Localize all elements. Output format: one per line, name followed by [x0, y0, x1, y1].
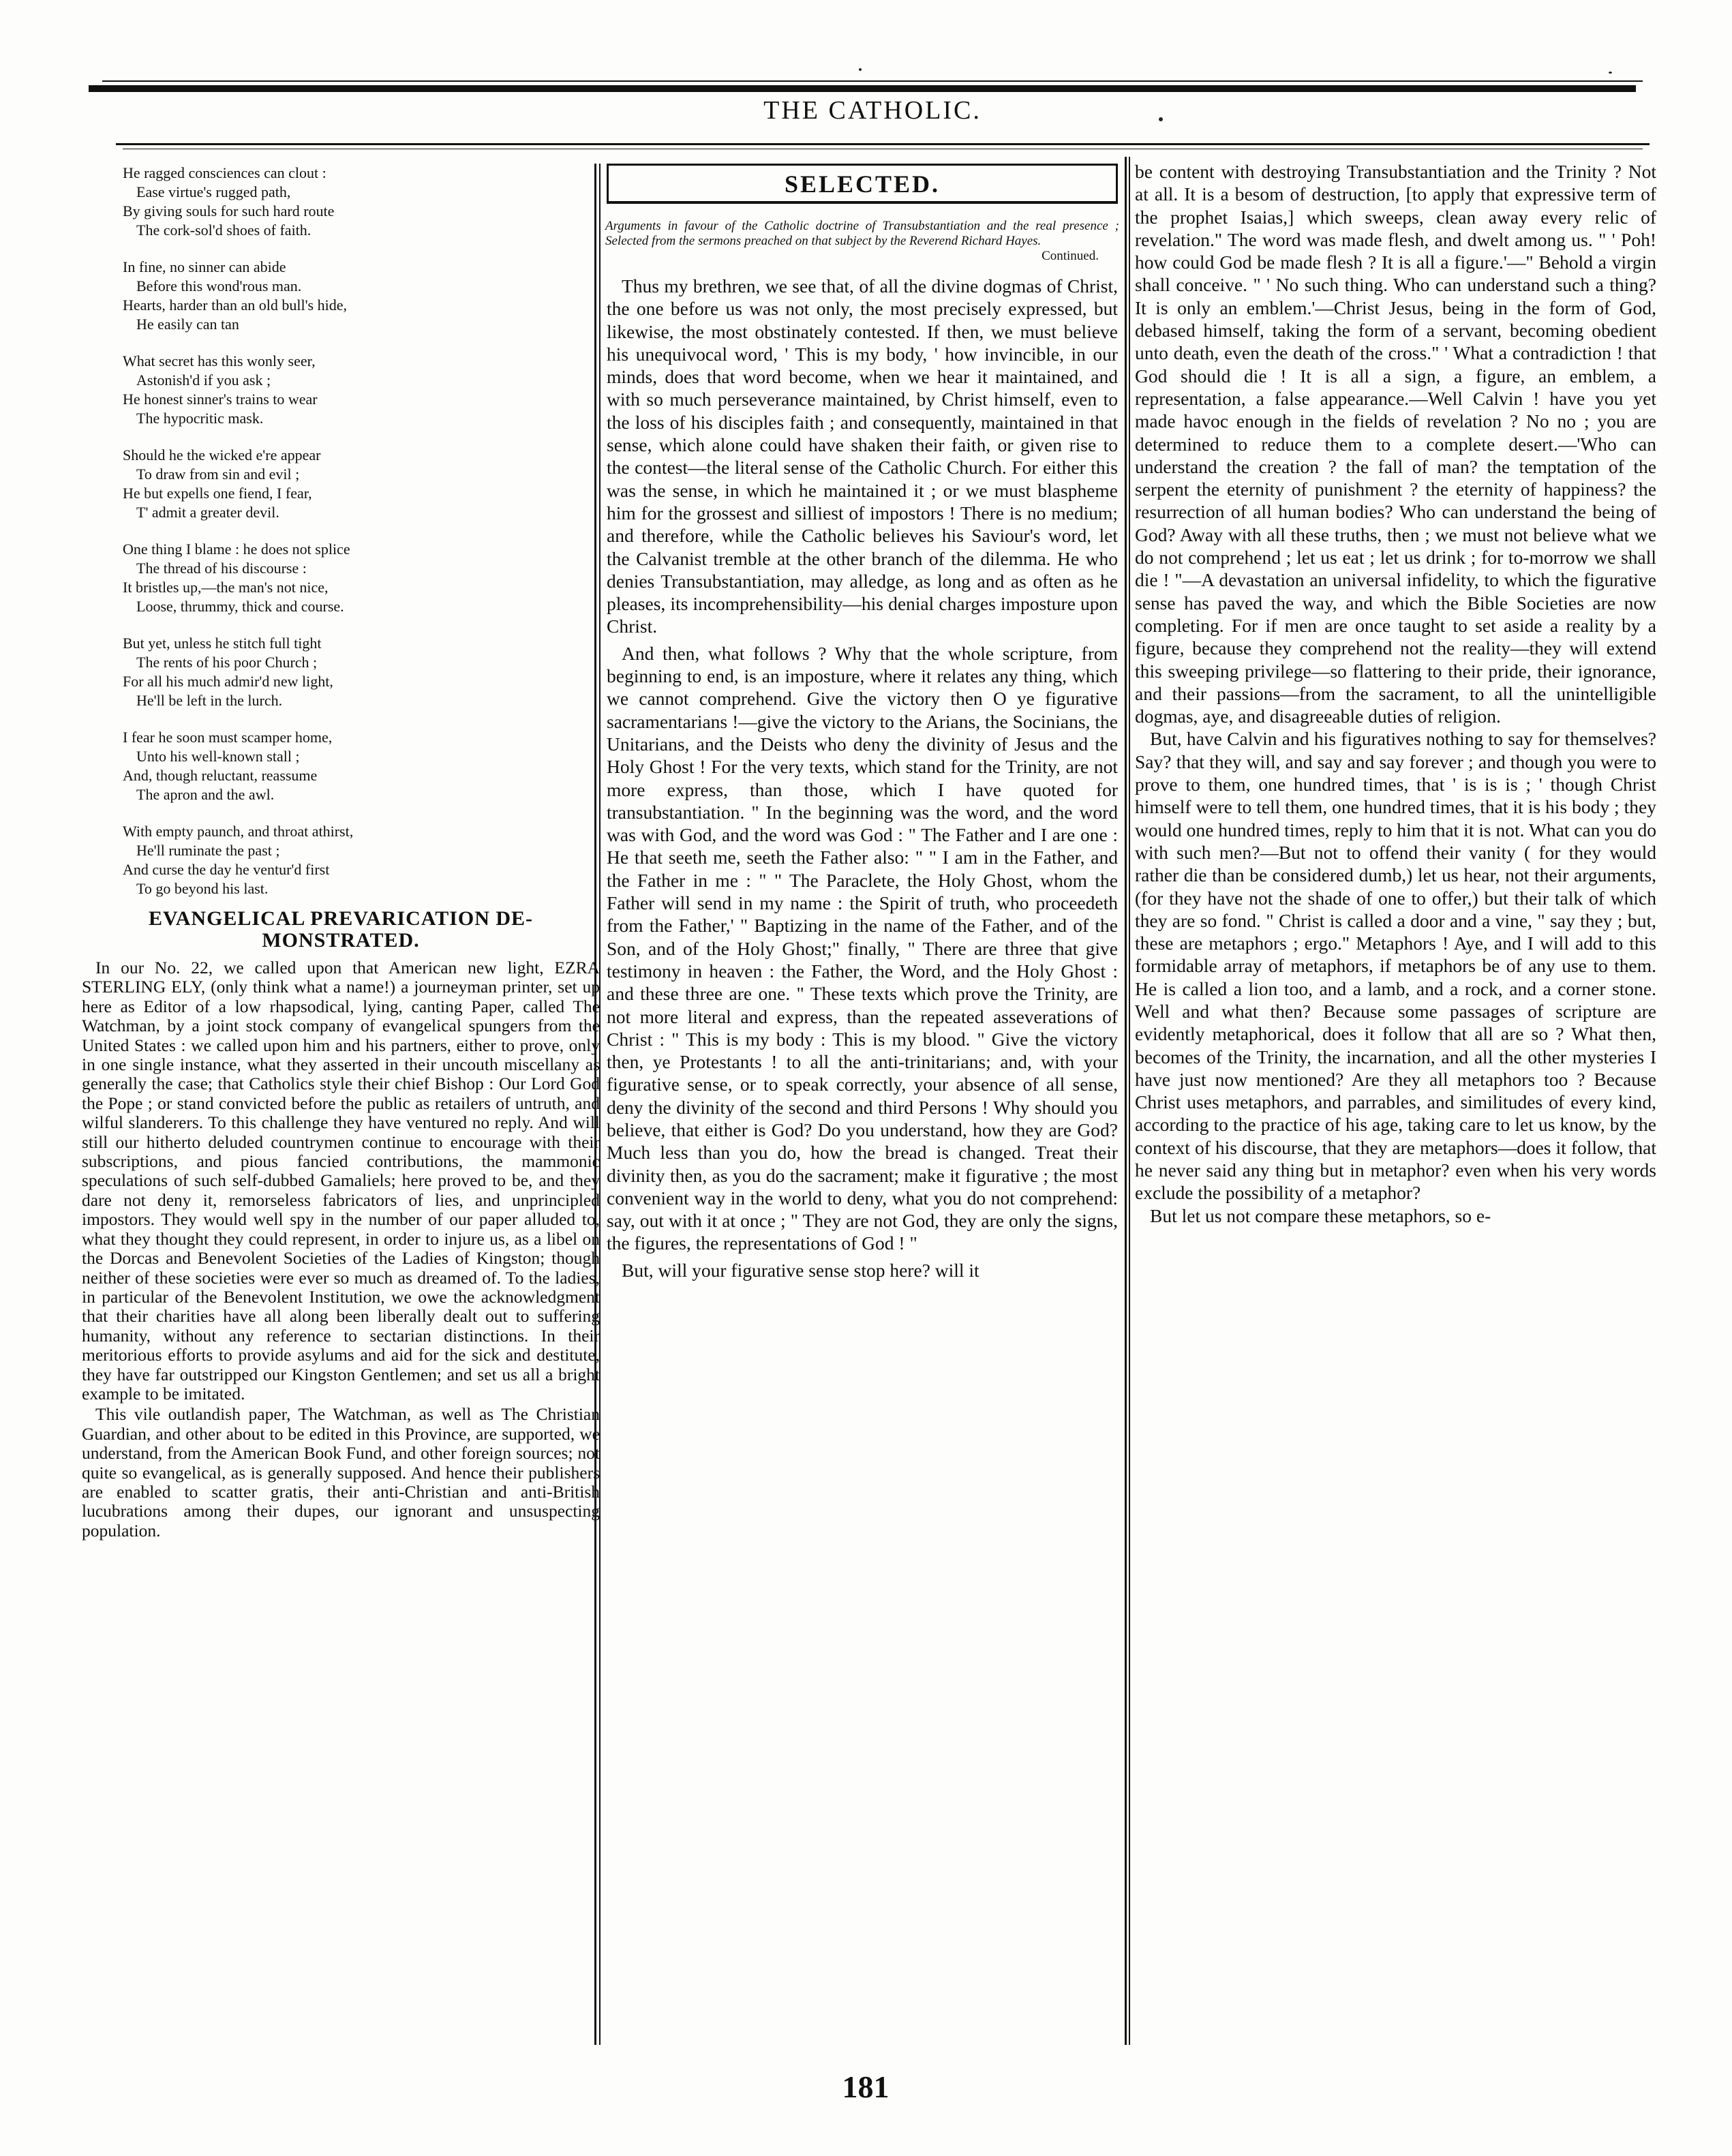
poem-line: He'll ruminate the past ;	[136, 842, 280, 859]
continued-label: Continued.	[1042, 249, 1099, 263]
poem-line: Ease virtue's rugged path,	[136, 183, 291, 200]
article-title-line: MONSTRATED.	[262, 929, 420, 952]
poem-line: By giving souls for such hard route	[123, 202, 335, 219]
poem-stanza	[123, 258, 600, 334]
poem-line: To draw from sin and evil ;	[136, 466, 300, 483]
page-number: 181	[842, 2069, 890, 2104]
poem-stanza	[123, 728, 600, 804]
poem-line: And curse the day he ventur'd first	[123, 861, 330, 878]
poem-line: The hypocritic mask.	[136, 410, 264, 427]
poem-stanza	[123, 352, 600, 428]
top-rule-thick	[89, 85, 1636, 92]
ink-speck	[859, 68, 862, 71]
poem-stanza	[123, 822, 600, 898]
header-rule	[116, 143, 1650, 145]
poem-line: T' admit a greater devil.	[136, 504, 279, 521]
poem-line: In fine, no sinner can abide	[123, 258, 286, 275]
column-rule-right-2	[1129, 157, 1130, 2045]
poem-line: Should he the wicked e're appear	[123, 446, 321, 464]
poem-line: And, though reluctant, reassume	[123, 767, 318, 784]
poem-line: The apron and the awl.	[136, 786, 275, 803]
column-rule-right	[1125, 157, 1127, 2045]
sermon-paragraph: But let us not compare these metaphors, so e-	[1150, 1204, 1491, 1226]
poem-line: He'll be left in the lurch.	[136, 692, 283, 709]
poem-line: Astonish'd if you ask ;	[136, 371, 271, 389]
poem-stanza	[123, 446, 600, 522]
sermon-paragraph: Thus my brethren, we see that, of all the divine dogmas of Christ, the one before us was not only, the most precisely expressed, but likewise, the most obstinately contested. If then, we must believe his unequivocal word, ' This is my body, ' how invincible, in our minds, does that word become, when we hear it maintained, and with so much perseverance maintained, by Christ himself, even to the loss of his disciples faith ; and consequently, maintained in that sense, which alone could have shaken their faith, or given rise to the contest—the literal sense of the Catholic Church. For either this was the sense, in which he maintained it ; or we must blaspheme him for the grossest and silliest of impostors ! There is no medium; and therefore, while the Catholic believes his Saviour's word, let the Calvanist tremble at the other branch of the dilemma. He who denies Transubstantiation, may alledge, as long and as often as he pleases, its incomprehensibility—his denial charges imposture upon Christ.	[607, 275, 1118, 637]
top-rule-thin	[102, 80, 1643, 82]
poem-line: The rents of his poor Church ;	[136, 654, 318, 671]
selected-heading: SELECTED.	[607, 164, 1118, 204]
sermon-paragraph: And then, what follows ? Why that the whole scripture, from beginning to end, is an imposture, where it relates any thing, which we cannot comprehend. Give the victory then O ye figurative sacramentarians !—give the victory to the Arians, the Socinians, the Unitarians, and the Deists who deny the divinity of Jesus and the Holy Ghost ! For the very texts, which stand for the Trinity, are not more express, than those, which I have quoted for transubstantiation. " In the beginning was the word, and the word was with God, and the word was God : " The Father and I are one : He that seeth me, seeth the Father also: " " I am in the Father, and the Father in me : " " The Paraclete, the Holy Ghost, whom the Father will send in my name : the Spirit of truth, who proceedeth from the Father,' " Baptizing in the name of the Father, and of the Son, and of the Holy Ghost;" finally, " There are three that give testimony in heaven : the Father, the Word, and the Holy Ghost : and these three are one. " These texts which prove the Trinity, are not more literal and express, than the repeated asseverations of Christ : " This is my body : This is my blood. " Give the victory then, ye Protestants ! to all the anti-trinitarians; and, with your figurative sense, or to speak correctly, your absence of all sense, deny the divinity of the second and third Persons ! Why should you believe, that either is God? Do you understand, how they are God? Much less than you do, how the bread is changed. Treat their divinity then, as you do the sacrament; make it figurative ; the most convenient way in the world to deny, what you do not comprehend: say, out with it at once ; " They are not God, they are only the signs, the figures, the representations of God ! "	[607, 642, 1118, 1254]
selected-intro-text: Arguments in favour of the Catholic doctrine of Transubstantiation and the real presence ; Selected from the sermons preached on that subject by the Reverend Richard Hayes.	[605, 219, 1119, 248]
left-column	[82, 164, 600, 1540]
right-column	[1135, 160, 1656, 1227]
article-paragraph: In our No. 22, we called upon that American new light, EZRA STERLING ELY, (only think what a name!) a journeyman printer, set up here as Editor of a low rhapsodical, lying, canting Paper, called The Watchman, by a joint stock company of evangelical spungers from the United States : we called upon him and his partners, either to prove, only in one single instance, what they asserted in their uncouth miscellany as generally the case; that Catholics style their chief Bishop : Our Lord God the Pope ; or stand convicted before the public as retailers of untruth, and wilful slanderers. To this challenge they have ventured no reply. And will still our hitherto deluded countrymen continue to encourage with their subscriptions, and pious fancied contributions, the mammonic speculations of such self-dubbed Gamaliels; here proved to be, and they dare not deny it, remorseless fabricators of lies, and unprincipled impostors. They would well spy in the number of our paper alluded to, what they thought they could represent, in order to injure us, as a libel on the Dorcas and Benevolent Societies of the Ladies of Kingston; though neither of these societies were ever so much as dreamed of. To the ladies, in particular of the Benevolent Institution, we owe the acknowledgment that their charities have all along been liberally dealt out to suffering humanity, without any reference to sectarian distinctions. In their meritorious efforts to provide asylums and aid for the sick and destitute, they have far outstripped our Kingston Gentlemen; and set us all a bright example to be imitated.	[82, 958, 600, 1403]
poem-stanza	[123, 540, 600, 616]
middle-column	[600, 164, 1125, 1281]
poem-line: He easily can tan	[136, 316, 239, 333]
poem-line: He but expells one fiend, I fear,	[123, 485, 312, 502]
poem-line: Unto his well-known stall ;	[136, 748, 300, 765]
poem-line: What secret has this wonly seer,	[123, 352, 316, 369]
poem-line: Loose, thrummy, thick and course.	[136, 598, 344, 615]
poem-line: He ragged consciences can clout :	[123, 164, 326, 181]
poem-line: The cork-sol'd shoes of faith.	[136, 222, 312, 239]
selected-intro	[605, 219, 1119, 264]
poem-line: With empty paunch, and throat athirst,	[123, 823, 354, 840]
article-title-line: EVANGELICAL PREVARICATION DE-	[148, 907, 534, 930]
poem-line: He honest sinner's trains to wear	[123, 391, 318, 408]
sermon-paragraph: But, will your figurative sense stop here? will it	[622, 1259, 979, 1281]
poem-line: Hearts, harder than an old bull's hide,	[123, 297, 347, 314]
ink-speck	[1159, 117, 1163, 121]
page-header-title: THE CATHOLIC.	[763, 96, 982, 125]
poem-line: It bristles up,—the man's not nice,	[123, 579, 329, 596]
poem-stanza	[123, 164, 600, 240]
poem-line: The thread of his discourse :	[136, 560, 307, 577]
poem-line: Before this wond'rous man.	[136, 277, 302, 294]
sermon-paragraph: But, have Calvin and his figuratives nothing to say for themselves? Say? that they will, and say and say forever ; and though you were to prove to them, one hundred times, that ' is is is ; ' though Christ himself were to tell them, one hundred times, that it is his body ; they would one hundred times, reply to him that it is not. What can you do with such men?—But not to offend their vanity ( for they would rather die than be considered dumb,) let us hear, not their arguments, (for they have not the shade of one to offer,) but their talk of which they are so fond. " Christ is called a door and a vine, " say they ; but, these are metaphors ; ergo." Metaphors ! Aye, and I will add to this formidable array of metaphors, if metaphors be of any use to them. He is called a lion too, and a lamb, and a rock, and a corner stone. Well and what then? Because some passages of scripture are evidently metaphorical, does it follow that all are so ? What then, becomes of the Trinity, the incarnation, and all the other mysteries I have just now mentioned? Are they all metaphors too ? Because Christ uses metaphors, and parrables, and similitudes of every kind, according to the practice of his age, taking care to let us know, by the context of his discourse, that they are metaphors—does it follow, that he never said any thing but in metaphor? even when his very words exclude the possibility of a metaphor?	[1135, 728, 1656, 1204]
sermon-paragraph: be content with destroying Transubstantiation and the Trinity ? Not at all. It is a besom of destruction, [to apply that expressive term of the prophet Isaias,] which sweeps, clean away every relic of revelation." The word was made flesh, and dwelt among us. " ' Poh! how could God be made flesh ? It is all a figure.'—" Behold a virgin shall conceive. " ' No such thing. Who can understand such a thing? It is only an emblem.'—Christ Jesus, being in the form of God, debased himself, taking the form of a servant, becoming obedient unto death, even the death of the cross." ' What a contradiction ! that God should die ! It is all a sign, a figure, an emblem, a representation, a false appearance.—Well Calvin ! have you yet made havoc enough in the fields of revelation ? No no ; you are determined to reduce them to a complete desert.—'Who can understand the creation ? the fall of man? the temptation of the serpent the eternity of punishment ? the eternity of happiness? the resurrection of all human bodies? Who can understand the being of God? Away with all these truths, then ; we must not believe what we do not comprehend ; let us eat ; let us drink ; for to-morrow we shall die ! "—A devastation an universal infidelity, to which the figurative sense has paved the way, and which the Bible Societies are now completing. For if men are once taught to set aside a reality by a figure, because they comprehend not the reality—they will extend this sweeping privilege—so flattering to their pride, their ignorance, and their passions—from the sacrament, to all the unintelligible dogmas, aye, and disagreeable duties of religion.	[1135, 161, 1656, 727]
poem-line: One thing I blame : he does not splice	[123, 541, 350, 558]
poem-line: To go beyond his last.	[136, 880, 269, 897]
article-paragraph: This vile outlandish paper, The Watchman, as well as The Christian Guardian, and other about to be edited in this Province, are supported, we understand, from the American Book Fund, and other foreign sources; not quite so evangelical, as is generally supposed. And hence their publishers are enabled to scatter gratis, their anti-Christian and anti-British lucubrations among their dupes, our ignorant and unsuspecting population.	[82, 1404, 600, 1540]
poem-line: For all his much admir'd new light,	[123, 673, 333, 690]
article-title	[82, 908, 600, 952]
poem	[82, 164, 600, 898]
poem-stanza	[123, 634, 600, 710]
ink-speck	[1609, 72, 1612, 74]
poem-line: I fear he soon must scamper home,	[123, 729, 333, 746]
poem-line: But yet, unless he stitch full tight	[123, 635, 322, 652]
